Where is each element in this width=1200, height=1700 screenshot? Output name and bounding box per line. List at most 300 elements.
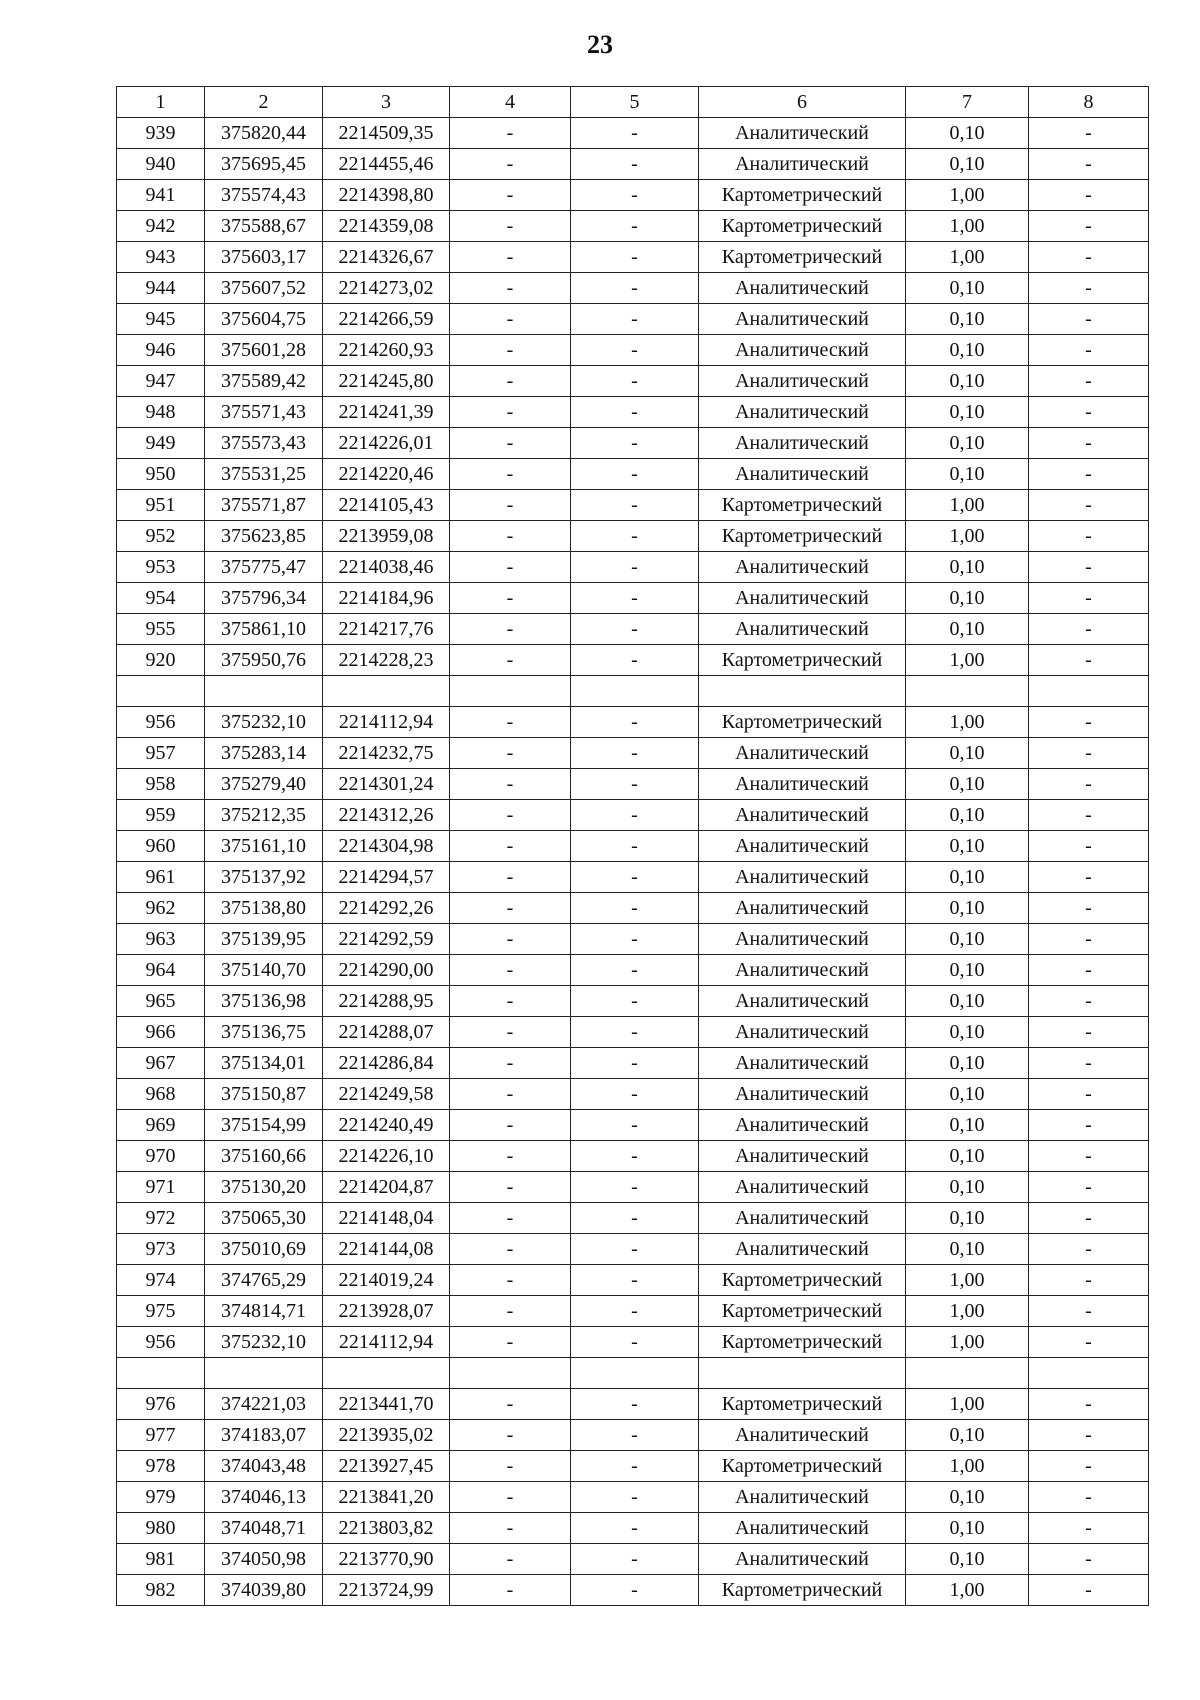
column-header: 6: [699, 87, 906, 118]
accuracy-cell: 1,00: [906, 521, 1029, 552]
coordinates-table: [116, 86, 1149, 1606]
column-4-cell: -: [450, 397, 571, 428]
point-number-cell: 967: [117, 1048, 205, 1079]
point-number-cell: 949: [117, 428, 205, 459]
y-coordinate-cell: 2214226,01: [323, 428, 450, 459]
method-cell: Аналитический: [699, 1544, 906, 1575]
accuracy-cell: 0,10: [906, 552, 1029, 583]
accuracy-cell: 1,00: [906, 180, 1029, 211]
column-8-cell: -: [1029, 645, 1149, 676]
y-coordinate-cell: 2214292,59: [323, 924, 450, 955]
column-4-cell: -: [450, 614, 571, 645]
y-coordinate-cell: 2214038,46: [323, 552, 450, 583]
x-coordinate-cell: 375065,30: [205, 1203, 323, 1234]
column-8-cell: -: [1029, 242, 1149, 273]
point-number-cell: 952: [117, 521, 205, 552]
table-row: [117, 1203, 1149, 1234]
column-4-cell: -: [450, 707, 571, 738]
column-4-cell: -: [450, 1513, 571, 1544]
accuracy-cell: 0,10: [906, 1544, 1029, 1575]
x-coordinate-cell: 375134,01: [205, 1048, 323, 1079]
table-row: [117, 1358, 1149, 1389]
point-number-cell: [117, 1358, 205, 1389]
y-coordinate-cell: 2213928,07: [323, 1296, 450, 1327]
method-cell: Аналитический: [699, 769, 906, 800]
column-5-cell: -: [571, 924, 699, 955]
table-row: [117, 118, 1149, 149]
method-cell: Аналитический: [699, 118, 906, 149]
table-row: [117, 831, 1149, 862]
accuracy-cell: 0,10: [906, 304, 1029, 335]
column-8-cell: -: [1029, 800, 1149, 831]
x-coordinate-cell: 375775,47: [205, 552, 323, 583]
point-number-cell: 968: [117, 1079, 205, 1110]
y-coordinate-cell: 2214228,23: [323, 645, 450, 676]
column-header: 2: [205, 87, 323, 118]
method-cell: Картометрический: [699, 707, 906, 738]
x-coordinate-cell: 375588,67: [205, 211, 323, 242]
method-cell: Картометрический: [699, 1296, 906, 1327]
column-5-cell: -: [571, 1079, 699, 1110]
column-5-cell: -: [571, 1451, 699, 1482]
accuracy-cell: 0,10: [906, 149, 1029, 180]
column-header: 7: [906, 87, 1029, 118]
point-number-cell: 962: [117, 893, 205, 924]
accuracy-cell: 0,10: [906, 366, 1029, 397]
method-cell: Картометрический: [699, 1265, 906, 1296]
point-number-cell: 941: [117, 180, 205, 211]
column-5-cell: -: [571, 366, 699, 397]
column-4-cell: -: [450, 459, 571, 490]
y-coordinate-cell: 2213770,90: [323, 1544, 450, 1575]
method-cell: Картометрический: [699, 521, 906, 552]
point-number-cell: 950: [117, 459, 205, 490]
table-row: [117, 211, 1149, 242]
method-cell: Аналитический: [699, 1513, 906, 1544]
method-cell: Аналитический: [699, 1203, 906, 1234]
column-8-cell: -: [1029, 583, 1149, 614]
column-4-cell: -: [450, 552, 571, 583]
table-row: [117, 707, 1149, 738]
x-coordinate-cell: 375861,10: [205, 614, 323, 645]
table-row: [117, 955, 1149, 986]
column-4-cell: -: [450, 149, 571, 180]
table-row: [117, 304, 1149, 335]
column-8-cell: -: [1029, 211, 1149, 242]
table-row: [117, 149, 1149, 180]
table-row: [117, 1079, 1149, 1110]
y-coordinate-cell: 2213927,45: [323, 1451, 450, 1482]
column-4-cell: -: [450, 1482, 571, 1513]
accuracy-cell: 0,10: [906, 273, 1029, 304]
point-number-cell: 964: [117, 955, 205, 986]
method-cell: Картометрический: [699, 1327, 906, 1358]
point-number-cell: 976: [117, 1389, 205, 1420]
column-8-cell: -: [1029, 180, 1149, 211]
column-header: 3: [323, 87, 450, 118]
point-number-cell: 944: [117, 273, 205, 304]
point-number-cell: 954: [117, 583, 205, 614]
method-cell: Аналитический: [699, 397, 906, 428]
x-coordinate-cell: 375150,87: [205, 1079, 323, 1110]
y-coordinate-cell: 2214455,46: [323, 149, 450, 180]
y-coordinate-cell: 2214266,59: [323, 304, 450, 335]
y-coordinate-cell: 2213724,99: [323, 1575, 450, 1606]
table-row: [117, 738, 1149, 769]
column-8-cell: -: [1029, 769, 1149, 800]
column-4-cell: -: [450, 1172, 571, 1203]
point-number-cell: 972: [117, 1203, 205, 1234]
column-8-cell: -: [1029, 924, 1149, 955]
column-5-cell: -: [571, 1141, 699, 1172]
table-row: [117, 1296, 1149, 1327]
x-coordinate-cell: 375136,98: [205, 986, 323, 1017]
table-row: [117, 1389, 1149, 1420]
y-coordinate-cell: 2213803,82: [323, 1513, 450, 1544]
x-coordinate-cell: 374814,71: [205, 1296, 323, 1327]
x-coordinate-cell: 375137,92: [205, 862, 323, 893]
column-4-cell: -: [450, 366, 571, 397]
column-8-cell: -: [1029, 707, 1149, 738]
method-cell: [699, 1358, 906, 1389]
table-row: [117, 180, 1149, 211]
table-row: [117, 645, 1149, 676]
y-coordinate-cell: 2214359,08: [323, 211, 450, 242]
table-row: [117, 583, 1149, 614]
method-cell: Аналитический: [699, 1048, 906, 1079]
table-row: [117, 552, 1149, 583]
column-8-cell: -: [1029, 1513, 1149, 1544]
column-header: 4: [450, 87, 571, 118]
accuracy-cell: 0,10: [906, 1141, 1029, 1172]
method-cell: Аналитический: [699, 552, 906, 583]
column-5-cell: -: [571, 1296, 699, 1327]
column-8-cell: -: [1029, 118, 1149, 149]
point-number-cell: 957: [117, 738, 205, 769]
method-cell: Аналитический: [699, 1017, 906, 1048]
method-cell: Аналитический: [699, 273, 906, 304]
x-coordinate-cell: 375154,99: [205, 1110, 323, 1141]
column-4-cell: -: [450, 1234, 571, 1265]
accuracy-cell: 0,10: [906, 1203, 1029, 1234]
y-coordinate-cell: 2214286,84: [323, 1048, 450, 1079]
column-4-cell: [450, 676, 571, 707]
point-number-cell: 981: [117, 1544, 205, 1575]
method-cell: Аналитический: [699, 1420, 906, 1451]
y-coordinate-cell: [323, 676, 450, 707]
accuracy-cell: 0,10: [906, 831, 1029, 862]
method-cell: Аналитический: [699, 986, 906, 1017]
point-number-cell: 980: [117, 1513, 205, 1544]
x-coordinate-cell: 375279,40: [205, 769, 323, 800]
accuracy-cell: 0,10: [906, 1079, 1029, 1110]
point-number-cell: 959: [117, 800, 205, 831]
column-8-cell: -: [1029, 1544, 1149, 1575]
y-coordinate-cell: 2214240,49: [323, 1110, 450, 1141]
column-4-cell: -: [450, 521, 571, 552]
x-coordinate-cell: 375010,69: [205, 1234, 323, 1265]
column-5-cell: [571, 1358, 699, 1389]
table-row: [117, 1420, 1149, 1451]
method-cell: Аналитический: [699, 1482, 906, 1513]
method-cell: Картометрический: [699, 1451, 906, 1482]
accuracy-cell: 0,10: [906, 335, 1029, 366]
column-4-cell: -: [450, 428, 571, 459]
column-4-cell: -: [450, 1575, 571, 1606]
x-coordinate-cell: 375571,43: [205, 397, 323, 428]
point-number-cell: 942: [117, 211, 205, 242]
method-cell: Аналитический: [699, 583, 906, 614]
table-row: [117, 242, 1149, 273]
column-8-cell: -: [1029, 1575, 1149, 1606]
column-5-cell: -: [571, 769, 699, 800]
column-4-cell: -: [450, 769, 571, 800]
column-8-cell: -: [1029, 521, 1149, 552]
column-8-cell: -: [1029, 304, 1149, 335]
y-coordinate-cell: 2214112,94: [323, 1327, 450, 1358]
column-header: 1: [117, 87, 205, 118]
accuracy-cell: 0,10: [906, 986, 1029, 1017]
method-cell: Аналитический: [699, 1172, 906, 1203]
accuracy-cell: 0,10: [906, 459, 1029, 490]
point-number-cell: 966: [117, 1017, 205, 1048]
accuracy-cell: 0,10: [906, 1172, 1029, 1203]
column-8-cell: -: [1029, 428, 1149, 459]
y-coordinate-cell: 2213441,70: [323, 1389, 450, 1420]
column-5-cell: -: [571, 893, 699, 924]
point-number-cell: 955: [117, 614, 205, 645]
column-8-cell: -: [1029, 1017, 1149, 1048]
method-cell: Аналитический: [699, 862, 906, 893]
x-coordinate-cell: 374050,98: [205, 1544, 323, 1575]
x-coordinate-cell: 374765,29: [205, 1265, 323, 1296]
point-number-cell: 971: [117, 1172, 205, 1203]
accuracy-cell: 0,10: [906, 1017, 1029, 1048]
x-coordinate-cell: 374048,71: [205, 1513, 323, 1544]
table-row: [117, 459, 1149, 490]
column-5-cell: -: [571, 1265, 699, 1296]
table-row: [117, 1575, 1149, 1606]
column-5-cell: -: [571, 273, 699, 304]
column-5-cell: -: [571, 335, 699, 366]
y-coordinate-cell: 2213841,20: [323, 1482, 450, 1513]
column-header: 8: [1029, 87, 1149, 118]
x-coordinate-cell: 374043,48: [205, 1451, 323, 1482]
accuracy-cell: 0,10: [906, 893, 1029, 924]
accuracy-cell: 1,00: [906, 1265, 1029, 1296]
column-4-cell: -: [450, 1451, 571, 1482]
column-5-cell: -: [571, 397, 699, 428]
table-body: [117, 118, 1149, 1606]
x-coordinate-cell: 374039,80: [205, 1575, 323, 1606]
y-coordinate-cell: 2214249,58: [323, 1079, 450, 1110]
column-4-cell: -: [450, 1048, 571, 1079]
y-coordinate-cell: 2214241,39: [323, 397, 450, 428]
column-4-cell: -: [450, 273, 571, 304]
column-8-cell: -: [1029, 1327, 1149, 1358]
column-4-cell: -: [450, 1265, 571, 1296]
column-8-cell: -: [1029, 552, 1149, 583]
method-cell: Картометрический: [699, 180, 906, 211]
accuracy-cell: 1,00: [906, 707, 1029, 738]
method-cell: [699, 676, 906, 707]
table-row: [117, 397, 1149, 428]
point-number-cell: 963: [117, 924, 205, 955]
method-cell: Аналитический: [699, 304, 906, 335]
column-4-cell: -: [450, 490, 571, 521]
x-coordinate-cell: 374183,07: [205, 1420, 323, 1451]
method-cell: Аналитический: [699, 428, 906, 459]
table-row: [117, 924, 1149, 955]
page-number: 23: [587, 30, 613, 59]
y-coordinate-cell: 2214301,24: [323, 769, 450, 800]
y-coordinate-cell: [323, 1358, 450, 1389]
accuracy-cell: 1,00: [906, 645, 1029, 676]
accuracy-cell: 1,00: [906, 1296, 1029, 1327]
accuracy-cell: 0,10: [906, 1513, 1029, 1544]
y-coordinate-cell: 2214184,96: [323, 583, 450, 614]
column-8-cell: -: [1029, 1451, 1149, 1482]
column-8-cell: -: [1029, 1420, 1149, 1451]
column-8-cell: -: [1029, 1203, 1149, 1234]
column-5-cell: -: [571, 180, 699, 211]
table-row: [117, 1234, 1149, 1265]
accuracy-cell: 1,00: [906, 1327, 1029, 1358]
table-row: [117, 1327, 1149, 1358]
point-number-cell: 956: [117, 1327, 205, 1358]
accuracy-cell: 0,10: [906, 1110, 1029, 1141]
table-row: [117, 1172, 1149, 1203]
column-5-cell: -: [571, 1513, 699, 1544]
column-5-cell: -: [571, 1482, 699, 1513]
column-4-cell: -: [450, 1544, 571, 1575]
point-number-cell: 943: [117, 242, 205, 273]
table-row: [117, 676, 1149, 707]
accuracy-cell: [906, 1358, 1029, 1389]
accuracy-cell: 1,00: [906, 1575, 1029, 1606]
column-8-cell: -: [1029, 366, 1149, 397]
y-coordinate-cell: 2214304,98: [323, 831, 450, 862]
y-coordinate-cell: 2214292,26: [323, 893, 450, 924]
column-4-cell: -: [450, 335, 571, 366]
method-cell: Картометрический: [699, 490, 906, 521]
column-5-cell: -: [571, 1172, 699, 1203]
column-5-cell: -: [571, 1575, 699, 1606]
column-8-cell: [1029, 676, 1149, 707]
y-coordinate-cell: 2214245,80: [323, 366, 450, 397]
x-coordinate-cell: 375574,43: [205, 180, 323, 211]
accuracy-cell: 1,00: [906, 1451, 1029, 1482]
method-cell: Аналитический: [699, 1079, 906, 1110]
table-row: [117, 521, 1149, 552]
table-row: [117, 614, 1149, 645]
x-coordinate-cell: 374046,13: [205, 1482, 323, 1513]
column-8-cell: -: [1029, 1079, 1149, 1110]
column-4-cell: -: [450, 831, 571, 862]
y-coordinate-cell: 2214273,02: [323, 273, 450, 304]
table-header: [117, 87, 1149, 118]
point-number-cell: 958: [117, 769, 205, 800]
x-coordinate-cell: [205, 676, 323, 707]
column-5-cell: [571, 676, 699, 707]
point-number-cell: 947: [117, 366, 205, 397]
accuracy-cell: 0,10: [906, 1234, 1029, 1265]
table-row: [117, 769, 1149, 800]
accuracy-cell: 0,10: [906, 769, 1029, 800]
point-number-cell: 979: [117, 1482, 205, 1513]
accuracy-cell: 0,10: [906, 428, 1029, 459]
y-coordinate-cell: 2214112,94: [323, 707, 450, 738]
x-coordinate-cell: 375232,10: [205, 1327, 323, 1358]
y-coordinate-cell: 2214144,08: [323, 1234, 450, 1265]
column-header: 5: [571, 87, 699, 118]
table-row: [117, 1017, 1149, 1048]
table-row: [117, 1513, 1149, 1544]
point-number-cell: 969: [117, 1110, 205, 1141]
method-cell: Аналитический: [699, 924, 906, 955]
method-cell: Картометрический: [699, 1575, 906, 1606]
x-coordinate-cell: 375212,35: [205, 800, 323, 831]
column-8-cell: -: [1029, 490, 1149, 521]
point-number-cell: 956: [117, 707, 205, 738]
table-row: [117, 1451, 1149, 1482]
table-row: [117, 1265, 1149, 1296]
y-coordinate-cell: 2214217,76: [323, 614, 450, 645]
method-cell: Аналитический: [699, 831, 906, 862]
method-cell: Аналитический: [699, 738, 906, 769]
x-coordinate-cell: 374221,03: [205, 1389, 323, 1420]
y-coordinate-cell: 2214105,43: [323, 490, 450, 521]
accuracy-cell: 1,00: [906, 490, 1029, 521]
column-8-cell: -: [1029, 738, 1149, 769]
column-4-cell: -: [450, 1327, 571, 1358]
column-4-cell: -: [450, 1017, 571, 1048]
y-coordinate-cell: 2214290,00: [323, 955, 450, 986]
x-coordinate-cell: 375161,10: [205, 831, 323, 862]
method-cell: Аналитический: [699, 955, 906, 986]
x-coordinate-cell: 375589,42: [205, 366, 323, 397]
column-5-cell: -: [571, 1048, 699, 1079]
point-number-cell: 982: [117, 1575, 205, 1606]
point-number-cell: [117, 676, 205, 707]
column-5-cell: -: [571, 1327, 699, 1358]
accuracy-cell: 0,10: [906, 614, 1029, 645]
table-row: [117, 428, 1149, 459]
column-4-cell: -: [450, 1203, 571, 1234]
column-8-cell: -: [1029, 397, 1149, 428]
y-coordinate-cell: 2214226,10: [323, 1141, 450, 1172]
table-row: [117, 1048, 1149, 1079]
method-cell: Аналитический: [699, 1234, 906, 1265]
column-5-cell: -: [571, 1234, 699, 1265]
accuracy-cell: 0,10: [906, 862, 1029, 893]
accuracy-cell: 1,00: [906, 242, 1029, 273]
column-4-cell: -: [450, 738, 571, 769]
accuracy-cell: 0,10: [906, 955, 1029, 986]
column-5-cell: -: [571, 1203, 699, 1234]
column-8-cell: -: [1029, 1265, 1149, 1296]
column-5-cell: -: [571, 521, 699, 552]
column-4-cell: -: [450, 1389, 571, 1420]
column-4-cell: -: [450, 1420, 571, 1451]
column-8-cell: -: [1029, 1048, 1149, 1079]
column-5-cell: -: [571, 490, 699, 521]
column-4-cell: -: [450, 583, 571, 614]
column-5-cell: -: [571, 1420, 699, 1451]
x-coordinate-cell: 375571,87: [205, 490, 323, 521]
x-coordinate-cell: 375695,45: [205, 149, 323, 180]
method-cell: Картометрический: [699, 645, 906, 676]
